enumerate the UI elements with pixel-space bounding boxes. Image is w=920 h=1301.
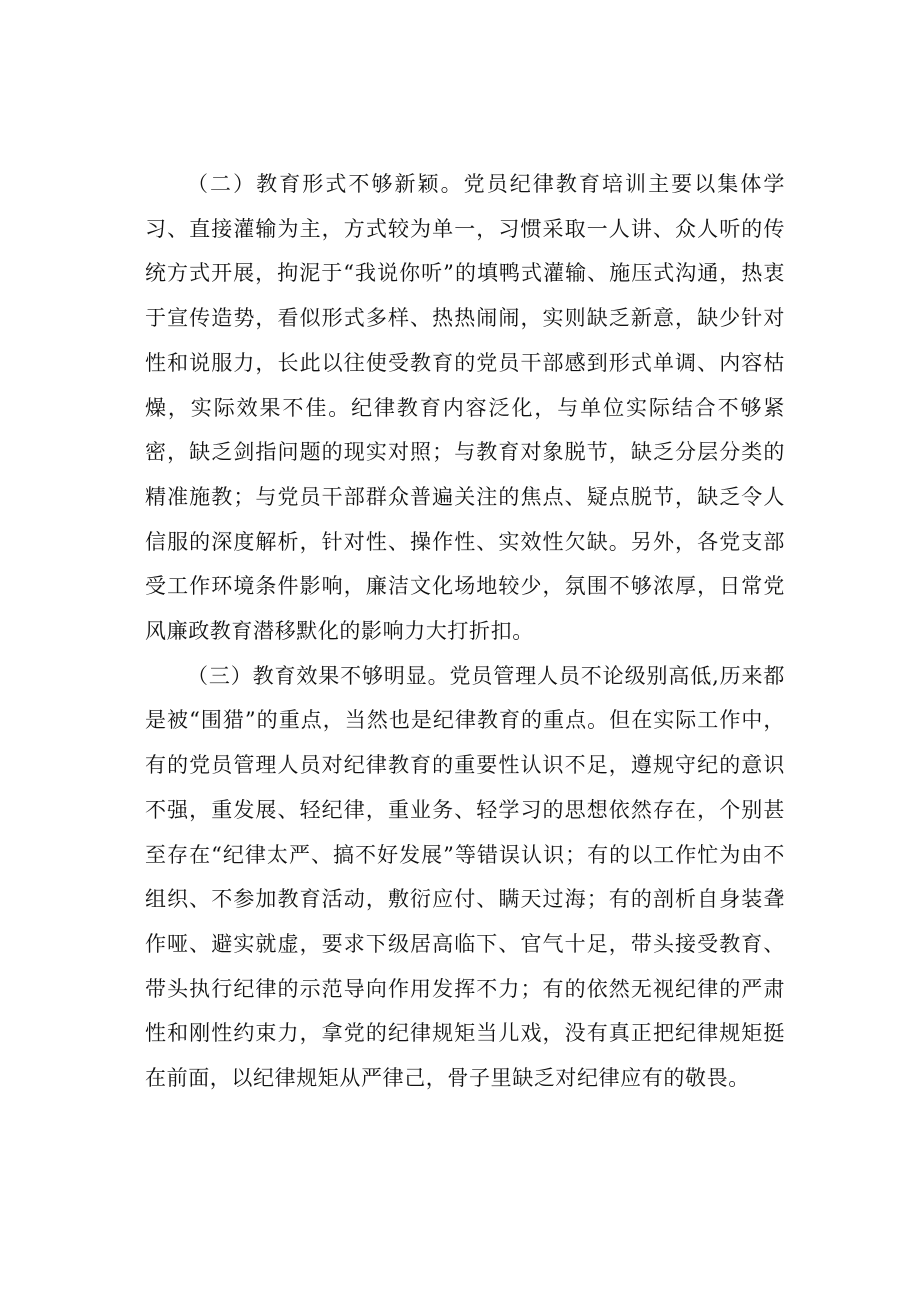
document-body — [145, 162, 785, 1101]
paragraph-education-effect: （三）教育效果不够明显。党员管理人员不论级别高低,历来都是被“围猎”的重点，当然也是纪律教育的重点。但在实际工作中，有的党员管理人员对纪律教育的重要性认识不足，遵规守纪的意识不强，重发展、轻纪律，重业务、轻学习的思想依然存在，个别甚至存在“纪律太严、搞不好发展”等错误认识；有的以工作忙为由不组织、不参加教育活动，敷衍应付、瞒天过海；有的剖析自身装聋作哑、避实就虚，要求下级居高临下、官气十足，带头接受教育、带头执行纪律的示范导向作用发挥不力；有的依然无视纪律的严肃性和刚性约束力，拿党的纪律规矩当儿戏，没有真正把纪律规矩挺在前面，以纪律规矩从严律己，骨子里缺乏对纪律应有的敬畏。 — [145, 663, 785, 1091]
paragraph-education-form: （二）教育形式不够新颖。党员纪律教育培训主要以集体学习、直接灌输为主，方式较为单一，习惯采取一人讲、众人听的传统方式开展，拘泥于“我说你听”的填鸭式灌输、施压式沟通，热衷于宣传造势，看似形式多样、热热闹闹，实则缺乏新意，缺少针对性和说服力，长此以往使受教育的党员干部感到形式单调、内容枯燥，实际效果不佳。纪律教育内容泛化，与单位实际结合不够紧密，缺乏剑指问题的现实对照；与教育对象脱节，缺乏分层分类的精准施教；与党员干部群众普遍关注的焦点、疑点脱节，缺乏令人信服的深度解析，针对性、操作性、实效性欠缺。另外，各党支部受工作环境条件影响，廉洁文化场地较少，氛围不够浓厚，日常党风廉政教育潜移默化的影响力大打折扣。 — [145, 172, 785, 644]
